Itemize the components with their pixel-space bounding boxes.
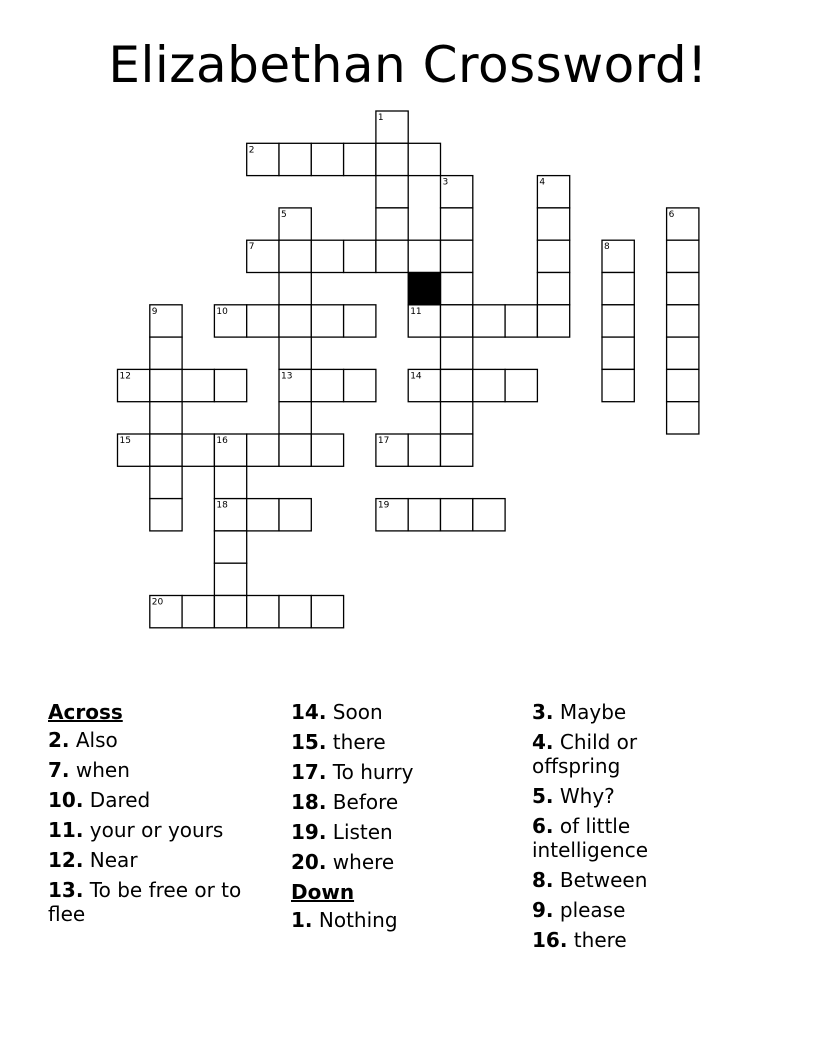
clue-number: 7.: [48, 758, 70, 782]
grid-cell[interactable]: [150, 466, 182, 498]
grid-cell[interactable]: [279, 240, 311, 272]
grid-cell[interactable]: [505, 369, 537, 401]
clue-text: when: [69, 758, 130, 782]
grid-cell[interactable]: [279, 402, 311, 434]
clue-number: 11.: [48, 818, 84, 842]
clue-text: your or yours: [83, 818, 224, 842]
grid-cell[interactable]: [441, 434, 473, 466]
clue-number: 15.: [291, 730, 327, 754]
grid-clue-number: 10: [216, 306, 228, 317]
grid-cell[interactable]: [344, 305, 376, 337]
grid-cell[interactable]: [667, 305, 699, 337]
clue-item: [532, 868, 712, 892]
grid-cell[interactable]: [182, 434, 214, 466]
grid-cell[interactable]: [667, 240, 699, 272]
grid-cell[interactable]: [473, 369, 505, 401]
clue-number: 2.: [48, 728, 70, 752]
grid-cell[interactable]: [376, 143, 408, 175]
clue-text: Why?: [553, 784, 615, 808]
clue-number: 1.: [291, 908, 313, 932]
clue-column-2: [291, 700, 511, 938]
grid-cell[interactable]: [537, 305, 569, 337]
clue-item: [48, 728, 268, 752]
clue-text: there: [567, 928, 627, 952]
down-heading: Down: [291, 880, 355, 904]
grid-cell[interactable]: [150, 434, 182, 466]
clue-number: 17.: [291, 760, 327, 784]
grid-cell[interactable]: [441, 273, 473, 305]
grid-cell[interactable]: [667, 369, 699, 401]
clue-column-3: [532, 700, 712, 958]
clue-item: [291, 850, 511, 874]
grid-clue-number: 13: [281, 371, 293, 382]
grid-clue-number: 20: [151, 597, 164, 608]
grid-cell[interactable]: [247, 305, 279, 337]
clue-number: 6.: [532, 814, 554, 838]
clue-number: 13.: [48, 878, 84, 902]
clue-item: [291, 730, 511, 754]
grid-clue-number: 17: [377, 436, 390, 446]
clue-number: 18.: [291, 790, 327, 814]
grid-cell[interactable]: [311, 369, 343, 401]
grid-cell[interactable]: [408, 240, 440, 272]
grid-cell[interactable]: [344, 143, 376, 175]
clue-text: Before: [326, 790, 399, 814]
clue-item: [291, 790, 511, 814]
clue-item: [48, 878, 268, 926]
grid-cell[interactable]: [667, 337, 699, 369]
grid-cell[interactable]: [602, 273, 634, 305]
grid-clue-number: 1: [377, 113, 384, 123]
clue-item: [48, 758, 268, 782]
grid-cell[interactable]: [408, 434, 440, 466]
grid-cell[interactable]: [311, 240, 343, 272]
clue-item: [291, 760, 511, 784]
clue-item: [532, 784, 712, 808]
clue-text: please: [553, 898, 626, 922]
grid-clue-number: 5: [281, 209, 287, 220]
grid-clue-number: 19: [377, 500, 390, 511]
clue-item: [48, 848, 268, 872]
grid-cell[interactable]: [150, 499, 182, 531]
clue-item: [532, 898, 712, 922]
grid-cell[interactable]: [537, 240, 569, 272]
grid-cell[interactable]: [344, 240, 376, 272]
clue-number: 19.: [291, 820, 327, 844]
clue-number: 4.: [532, 730, 554, 754]
grid-clue-number: 7: [248, 242, 255, 253]
clue-text: Maybe: [553, 700, 627, 724]
grid-cell[interactable]: [441, 499, 473, 531]
clue-text: Nothing: [312, 908, 398, 932]
clue-number: 16.: [532, 928, 568, 952]
grid-cell[interactable]: [311, 596, 343, 628]
grid-cell[interactable]: [214, 369, 246, 401]
grid-cell[interactable]: [376, 208, 408, 240]
clue-item: [291, 700, 511, 724]
grid-cell[interactable]: [376, 176, 408, 208]
grid-cell[interactable]: [537, 273, 569, 305]
grid-clue-number: 9: [151, 306, 158, 317]
clue-number: 12.: [48, 848, 84, 872]
clue-text: Dared: [83, 788, 151, 812]
clue-number: 14.: [291, 700, 327, 724]
grid-cell[interactable]: [408, 499, 440, 531]
clue-column-1: [48, 700, 268, 932]
grid-cell[interactable]: [279, 305, 311, 337]
grid-cell[interactable]: [441, 369, 473, 401]
clue-item: [532, 814, 712, 862]
grid-cell[interactable]: [311, 434, 343, 466]
clue-text: there: [326, 730, 386, 754]
grid-cell[interactable]: [602, 369, 634, 401]
grid-clue-number: 18: [216, 500, 228, 511]
grid-cell[interactable]: [279, 499, 311, 531]
clue-text: To be free or to flee: [48, 878, 242, 926]
clue-text: Between: [553, 868, 648, 892]
grid-cell[interactable]: [279, 143, 311, 175]
grid-cell[interactable]: [376, 240, 408, 272]
grid-cell[interactable]: [408, 143, 440, 175]
across-heading: Across: [48, 700, 123, 724]
grid-clue-number: 6: [668, 209, 675, 220]
clue-item: [532, 730, 712, 778]
grid-clue-number: 12: [119, 371, 131, 382]
clue-number: 5.: [532, 784, 554, 808]
clue-text: Soon: [326, 700, 383, 724]
clue-text: where: [326, 850, 395, 874]
grid-cell[interactable]: [247, 499, 279, 531]
grid-cell[interactable]: [441, 208, 473, 240]
clue-item: [291, 908, 511, 932]
grid-clue-number: 16: [216, 436, 228, 446]
grid-cell[interactable]: [602, 305, 634, 337]
grid-cell[interactable]: [214, 531, 246, 563]
grid-cell[interactable]: [441, 402, 473, 434]
grid-clue-number: 8: [604, 242, 610, 253]
grid-cell[interactable]: [667, 402, 699, 434]
grid-cell[interactable]: [150, 402, 182, 434]
clue-text: Also: [69, 728, 118, 752]
grid-cell[interactable]: [150, 369, 182, 401]
grid-cell[interactable]: [214, 596, 246, 628]
grid-cell[interactable]: [505, 305, 537, 337]
grid-cell[interactable]: [150, 337, 182, 369]
grid-cell[interactable]: [214, 466, 246, 498]
page-title: Elizabethan Crossword!: [108, 36, 708, 94]
clue-item: [532, 700, 712, 724]
grid-cell[interactable]: [441, 305, 473, 337]
grid-cell[interactable]: [182, 369, 214, 401]
clue-number: 3.: [532, 700, 554, 724]
grid-cell[interactable]: [247, 434, 279, 466]
grid-clue-number: 3: [442, 177, 449, 188]
grid-cell[interactable]: [441, 240, 473, 272]
grid-cell[interactable]: [247, 596, 279, 628]
clue-text: Near: [83, 848, 138, 872]
grid-cell[interactable]: [311, 143, 343, 175]
grid-cell[interactable]: [279, 596, 311, 628]
grid-clue-number: 11: [410, 306, 422, 317]
clue-number: 8.: [532, 868, 554, 892]
clue-item: [532, 928, 712, 952]
clue-item: [291, 820, 511, 844]
clue-number: 9.: [532, 898, 554, 922]
clue-number: 20.: [291, 850, 327, 874]
grid-cell[interactable]: [473, 305, 505, 337]
grid-cell[interactable]: [537, 208, 569, 240]
grid-cell-black: [408, 273, 440, 305]
grid-cell[interactable]: [602, 337, 634, 369]
grid-clue-number: 2: [248, 145, 255, 156]
grid-cell[interactable]: [311, 305, 343, 337]
grid-cell[interactable]: [214, 563, 246, 595]
grid-cell[interactable]: [279, 434, 311, 466]
grid-cell[interactable]: [667, 273, 699, 305]
clue-text: Listen: [326, 820, 393, 844]
clue-item: [48, 788, 268, 812]
grid-cell[interactable]: [279, 337, 311, 369]
clue-text: Child or offspring: [532, 730, 638, 778]
clue-text: of little intelligence: [532, 814, 649, 862]
grid-clue-number: 4: [539, 177, 546, 188]
grid-cell[interactable]: [441, 337, 473, 369]
clue-item: [48, 818, 268, 842]
grid-clue-number: 15: [119, 436, 131, 446]
grid-clue-number: 14: [410, 371, 422, 382]
grid-cell[interactable]: [182, 596, 214, 628]
clue-text: To hurry: [326, 760, 414, 784]
clue-number: 10.: [48, 788, 84, 812]
grid-cell[interactable]: [473, 499, 505, 531]
grid-cell[interactable]: [344, 369, 376, 401]
grid-cell[interactable]: [279, 273, 311, 305]
